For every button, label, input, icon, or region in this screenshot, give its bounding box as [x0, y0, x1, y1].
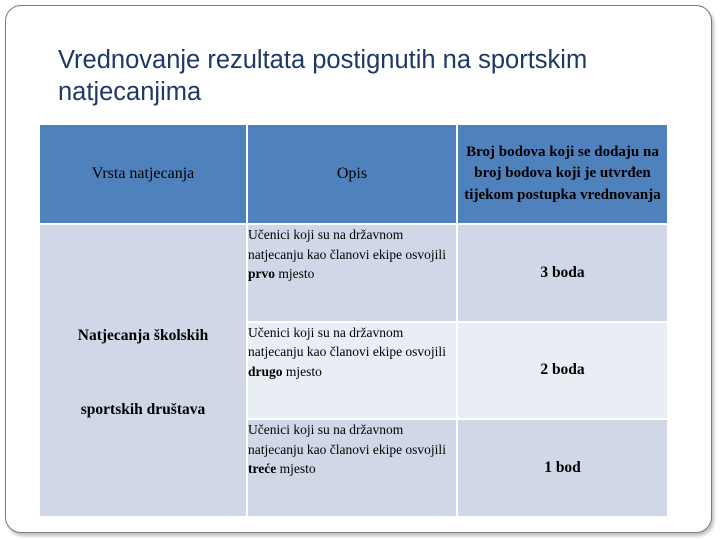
description-cell — [247, 419, 457, 517]
place-highlight: drugo — [248, 363, 283, 379]
points-cell: 2 boda — [457, 322, 668, 420]
scoring-table — [38, 123, 669, 518]
category-line-2: sportskih društava — [80, 400, 206, 418]
description-text: Učenici koji su na državnom natjecanju kao članovi ekipe osvojili — [248, 324, 446, 360]
place-highlight: prvo — [248, 266, 275, 281]
table-row — [39, 224, 668, 322]
description-text: Učenici koji su na državnom natjecanju kao članovi ekipe osvojili — [248, 227, 446, 262]
points-cell: 3 boda — [457, 224, 668, 322]
category-line-1: Natjecanja školskih — [77, 326, 209, 344]
category-cell — [39, 224, 247, 517]
header-description: Opis — [247, 124, 457, 224]
table-header-row — [39, 124, 668, 224]
slide-title: Vrednovanje rezultata postignutih na sportskim natjecanjima — [58, 46, 588, 106]
place-highlight: treće — [248, 461, 277, 477]
description-suffix: mjesto — [276, 461, 316, 477]
points-cell: 1 bod — [457, 419, 668, 517]
description-cell — [247, 224, 457, 322]
header-competition-type: Vrsta natjecanja — [39, 124, 247, 224]
header-points: Broj bodova koji se dodaju na broj bodova koji je utvrđen tijekom postupka vrednovanja — [457, 124, 668, 224]
description-suffix: mjesto — [275, 266, 315, 281]
description-cell — [247, 322, 457, 420]
description-suffix: mjesto — [282, 363, 322, 379]
description-text: Učenici koji su na državnom natjecanju kao članovi ekipe osvojili — [248, 422, 446, 457]
